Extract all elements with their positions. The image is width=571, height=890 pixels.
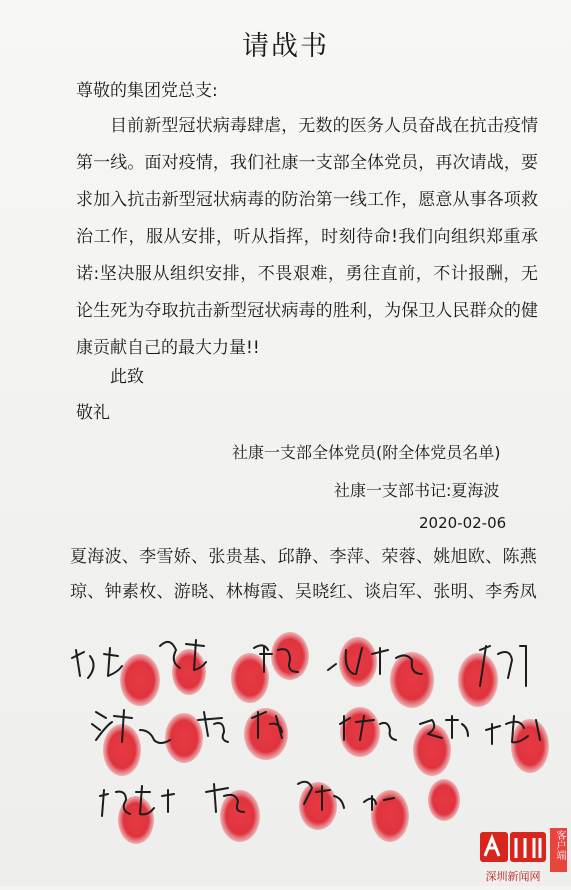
watermark-brand: 深圳新闻网 <box>485 870 541 883</box>
fingerprint <box>340 707 380 757</box>
fingerprint <box>172 649 206 695</box>
fingerprints <box>103 632 549 844</box>
body-paragraph: 目前新型冠状病毒肆虐，无数的医务人员奋战在抗击疫情第一线。面对疫情，我们社康一支部全体党员，再次请战，要求加入抗击新型冠状病毒的防治第一线工作，愿意从事各项救治工作，服从安排，听从指挥，时刻待命!我们向组织郑重承诺:坚决服从组织安排，不畏艰难，勇往直前，不计报酬，无论生死为夺取抗击新型冠状病毒的胜利，为保卫人民群众的健康贡献自己的最大力量!! <box>76 116 538 358</box>
fingerprint <box>458 653 498 707</box>
fingerprint <box>511 719 549 773</box>
fingerprint <box>120 654 160 706</box>
salutation: 尊敬的集团党总支: <box>76 81 218 101</box>
fingerprint <box>220 790 260 842</box>
signature <box>72 648 122 678</box>
signature-line-secretary: 社康一支部书记:夏海波 <box>334 481 500 500</box>
member-list: 夏海波、李雪娇、张贵基、邱静、李萍、荣蓉、姚旭欧、陈燕琼、钟素枚、游晓、林梅霞、吴晓红、谈启军、张明、李秀凤 <box>70 547 538 602</box>
signature-line-party-members: 社康一支部全体党员(附全体党员名单) <box>232 443 501 462</box>
document-title: 请战书 <box>242 31 329 62</box>
fingerprint <box>428 779 460 821</box>
closing-jingli: 敬礼 <box>76 403 110 423</box>
closing-cizhi: 此致 <box>110 367 144 387</box>
news-site-watermark <box>476 828 571 886</box>
fingerprint <box>299 782 337 830</box>
watermark-side-label: 客户端 <box>554 830 565 860</box>
document-date: 2020-02-06 <box>419 514 507 532</box>
